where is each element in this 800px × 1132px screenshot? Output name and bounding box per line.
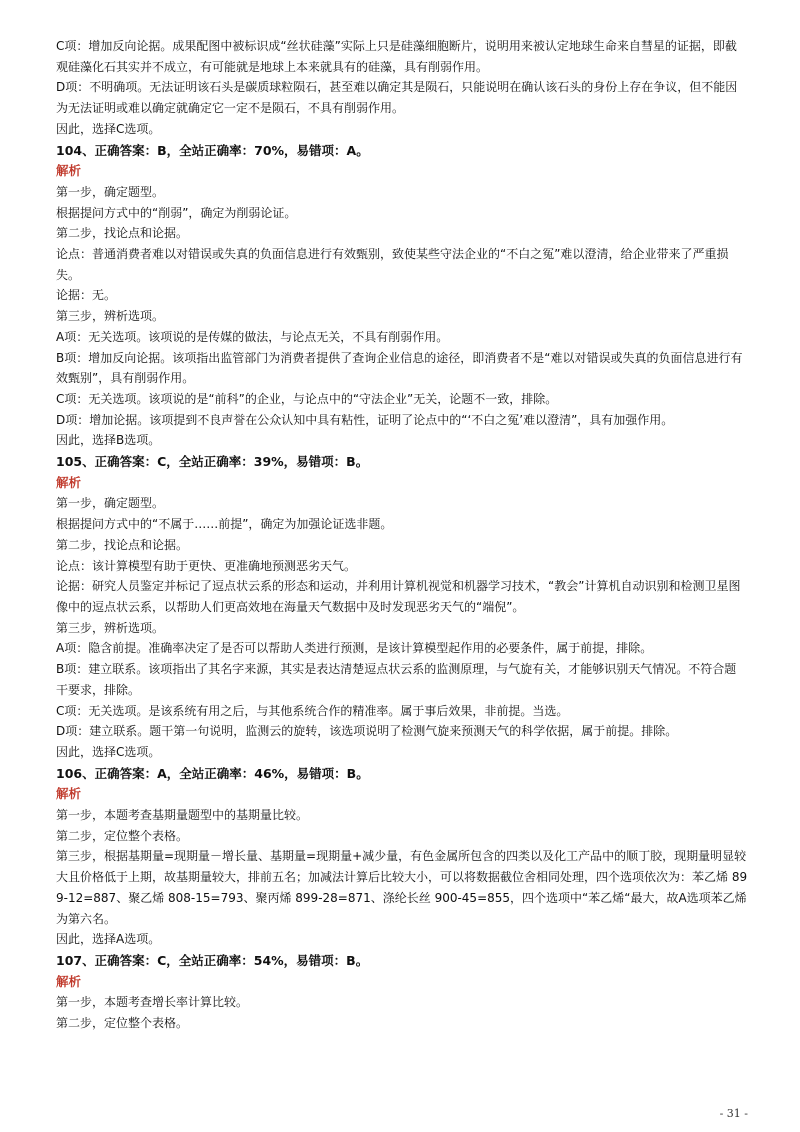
- text-line: D项：增加论据。该项提到不良声誉在公众认知中具有粘性，证明了论点中的“‘不白之冤’难以澄清”，具有加强作用。: [56, 412, 674, 427]
- text-line: 论点：该计算模型有助于更快、更准确地预测恶劣天气。: [56, 558, 357, 573]
- text-line: A项：无关选项。该项说的是传媒的做法，与论点无关，不具有削弱作用。: [56, 329, 449, 344]
- text-line: 因此，选择C选项。: [56, 744, 161, 759]
- text-line: 根据提问方式中的“削弱”，确定为削弱论证。: [56, 205, 297, 220]
- text-line: 论据：无。: [56, 288, 117, 303]
- text-line: D项：建立联系。题干第一句说明，监测云的旋转，该选项说明了检测气旋来预测天气的科学依据，属于前提。排除。: [56, 724, 678, 739]
- text-line: 第一步，确定题型。: [56, 184, 165, 199]
- text-line: 第二步，找论点和论据。: [56, 537, 189, 552]
- answer-heading-104: 104、正确答案：B，全站正确率：70%，易错项：A。: [56, 142, 369, 158]
- text-line: 第一步，本题考查基期量题型中的基期量比较。: [56, 808, 309, 823]
- text-line: 论点：普通消费者难以对错误或失真的负面信息进行有效甄别，致使某些守法企业的“不白之冤”难以澄清，给企业带来了严重损失。: [56, 247, 729, 282]
- text-line: 第二步，找论点和论据。: [56, 226, 189, 241]
- text-line: 因此，选择C选项。: [56, 121, 161, 136]
- text-line: C项：增加反向论据。成果配图中被标识成“丝状硅藻”实际上只是硅藻细胞断片，说明用来被认定地球生命来自彗星的证据，即截观硅藻化石其实并不成立，有可能就是地球上本来就具有的硅藻，具有削弱作用。: [56, 39, 737, 74]
- text-line: 第一步，确定题型。: [56, 496, 165, 511]
- text-line: A项：隐含前提。准确率决定了是否可以帮助人类进行预测，是该计算模型起作用的必要条件，属于前提，排除。: [56, 641, 653, 656]
- text-line: B项：建立联系。该项指出了其名字来源，其实是表达清楚逗点状云系的监测原理，与气旋有关，才能够识别天气情况。不符合题干要求，排除。: [56, 662, 737, 697]
- text-line: 第三步，辨析选项。: [56, 620, 165, 635]
- answer-heading-107: 107、正确答案：C，全站正确率：54%，易错项：B。: [56, 952, 369, 968]
- text-line: 第一步，本题考查增长率计算比较。: [56, 995, 249, 1010]
- page-number: - 31 -: [719, 1107, 748, 1120]
- analysis-label: 解析: [56, 786, 82, 802]
- text-line: 根据提问方式中的“不属于……前提”，确定为加强论证选非题。: [56, 517, 393, 532]
- text-line: 第二步，定位整个表格。: [56, 828, 189, 843]
- text-line: C项：无关选项。是该系统有用之后，与其他系统合作的精准率。属于事后效果，非前提。当选。: [56, 703, 569, 718]
- text-line: 因此，选择A选项。: [56, 932, 161, 947]
- text-line: 论据：研究人员鉴定并标记了逗点状云系的形态和运动，并利用计算机视觉和机器学习技术，“教会”计算机自动识别和检测卫星图像中的逗点状云系，以帮助人们更高效地在海量天气数据中及时发现恶劣天气的“端倪”。: [56, 579, 741, 614]
- text-line: D项：不明确项。无法证明该石头是碳质球粒陨石，甚至难以确定其是陨石，只能说明在确认该石头的身份上存在争议，但不能因为无法证明或难以确定就确定它一定不是陨石，不具有削弱作用。: [56, 80, 738, 116]
- text-line: 第三步，辨析选项。: [56, 309, 165, 324]
- analysis-label: 解析: [56, 973, 82, 989]
- text-line: 因此，选择B选项。: [56, 433, 161, 448]
- answer-heading-105: 105、正确答案：C，全站正确率：39%，易错项：B。: [56, 454, 369, 470]
- text-line: 第三步，根据基期量=现期量－增长量、基期量=现期量+减少量，有色金属所包含的四类以及化工产品中的顺丁胶，现期量明显较大且价格低于上期，故基期量较大，排前五名；加减法计算后比较大小，可以将数据截位舍相同处理，四个选项依次为：苯乙烯 899-12=887、聚乙烯 808-15=793、聚丙烯 899-28=871、涤纶长丝 900-45=855，四个选项中“苯乙烯“最大，故A选项苯乙烯为第六名。: [56, 849, 748, 926]
- analysis-label: 解析: [56, 163, 82, 179]
- answer-heading-106: 106、正确答案：A，全站正确率：46%，易错项：B。: [56, 765, 369, 781]
- document-body: [56, 36, 748, 1034]
- analysis-label: 解析: [56, 474, 82, 490]
- text-line: 第二步，定位整个表格。: [56, 1016, 189, 1031]
- text-line: B项：增加反向论据。该项指出监管部门为消费者提供了查询企业信息的途径，即消费者不是“难以对错误或失真的负面信息进行有效甄别”，具有削弱作用。: [56, 350, 743, 386]
- text-line: C项：无关选项。该项说的是“前科”的企业，与论点中的“守法企业”无关，论题不一致，排除。: [56, 391, 558, 406]
